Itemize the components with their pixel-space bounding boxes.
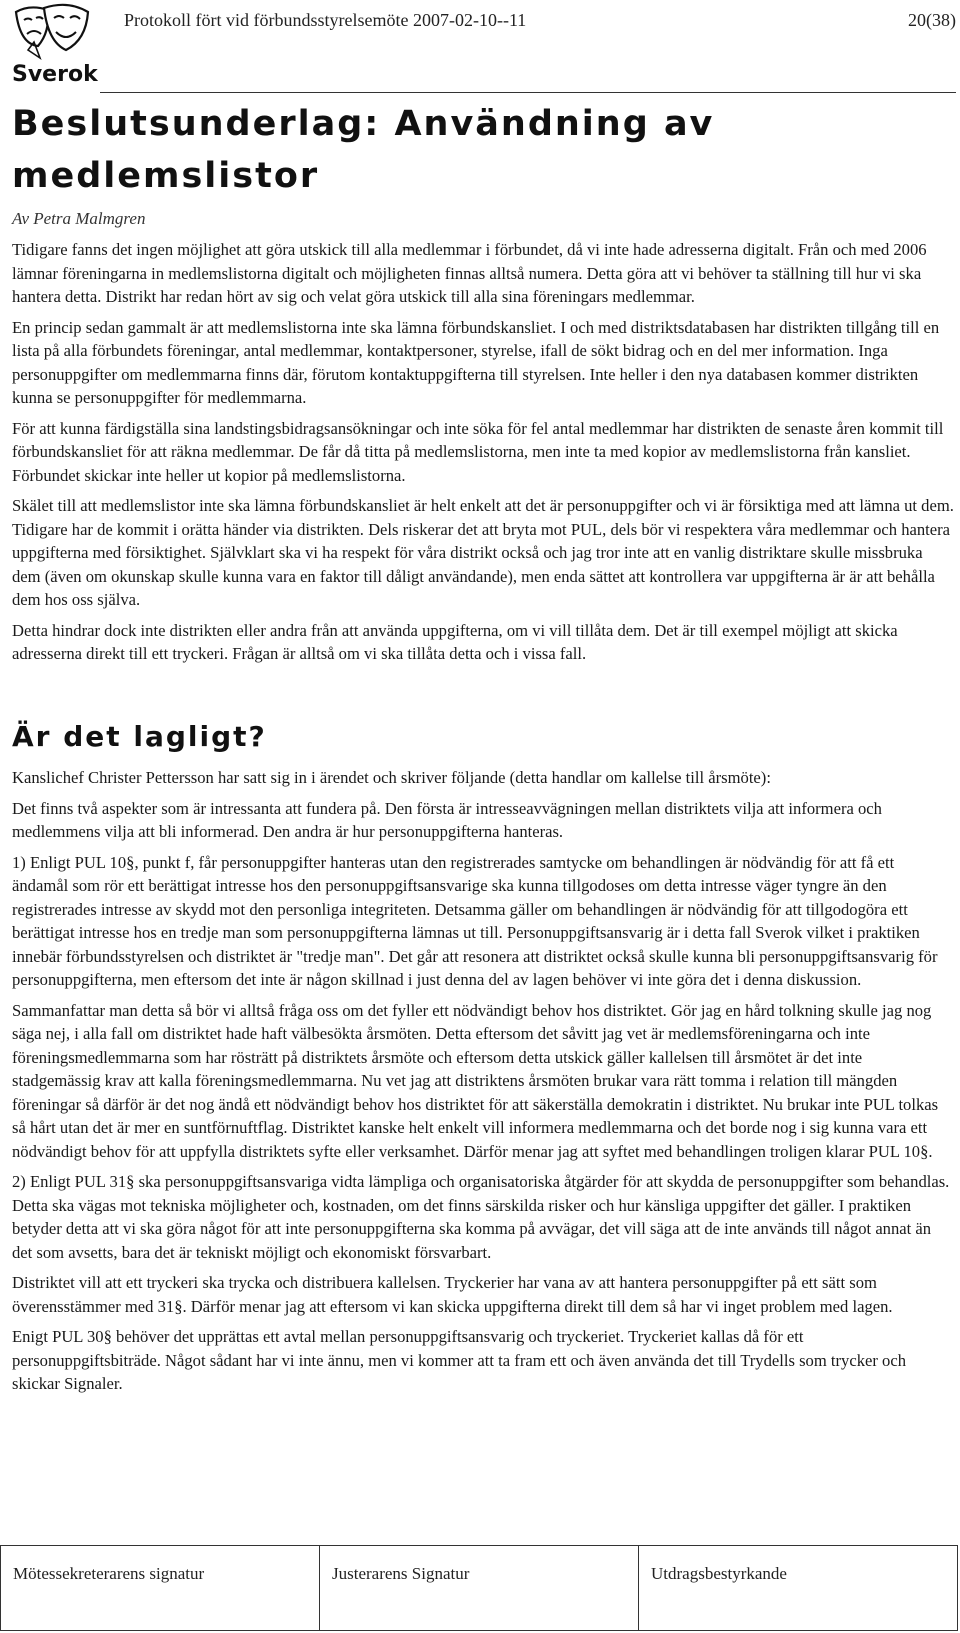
- certification-cell: Utdragsbestyrkande: [651, 1564, 787, 1583]
- secretary-signature-cell: Mötessekreterarens signatur: [1, 1546, 320, 1630]
- signature-table: [0, 1545, 958, 1631]
- paragraph: Detta hindrar dock inte distrikten eller andra från att använda uppgifterna, om vi vill tillåta dem. Det är till exempel möjligt att skicka adresserna direkt till ett tryckeri. Frågan är alltså om vi ska tillåta detta och i vissa fall.: [12, 620, 898, 663]
- protocol-title: Protokoll fört vid förbundsstyrelsemöte 2007-02-10--11: [124, 10, 527, 30]
- paragraph: En princip sedan gammalt är att medlemslistorna inte ska lämna förbundskansliet. I och med distriktsdatabasen har distrikten tillgång till en lista på alla förbundets föreningar, antal medlemmar, kontaktpersoner, styrelse, ifall de sökt bidrag och en del mer information. Inga personuppgifter om medlemmarna finns där, förutom kontaktuppgifterna till styrelsen. Inte heller i den nya databasen kommer distrikten kunna se personuppgifter för medlemmarna.: [12, 317, 940, 407]
- paragraph: Enigt PUL 30§ behöver det upprättas ett avtal mellan personuppgiftsansvarig och tryckeriet. Tryckeriet kallas då för ett personuppgiftsbiträde. Något sådant har vi inte ännu, men vi kommer att ta fram ett och även använda det till Trydells som trycker och skickar Signaler.: [12, 1327, 906, 1393]
- paragraph: 2) Enligt PUL 31§ ska personuppgiftsansvariga vidta lämpliga och organisatoriska åtgärder för att skydda de personuppgifter som behandlas. Detta ska vägas mot tekniska möjligheter och, kostnaden, om det finns särskilda risker och hur känsliga uppgifter det gäller. I praktiken betyder detta att vi ska göra något för att inte personuppgifterna ska komma på avvägar, det vill säga att de inte används till något annat än det som avsetts, bara det är tekniskt möjligt och ekonomiskt försvarbart.: [12, 1172, 950, 1262]
- section-text: [12, 766, 954, 1403]
- page-number: 20(38): [908, 10, 956, 30]
- author-line: Av Petra Malmgren: [12, 209, 146, 228]
- page-header: [0, 0, 960, 95]
- section-heading: Är det lagligt?: [12, 720, 267, 753]
- paragraph: För att kunna färdigställa sina landstingsbidragsansökningar och inte söka för fel antal medlemmar har distrikten de senaste åren kommit till förbundskansliet för att räkna medlemmar. De får då titta på medlemslistorna, men inte ta med kopior av medlemslistorna från kansliet. Förbundet skickar inte heller ut kopior på medlemslistorna.: [12, 418, 944, 485]
- adjuster-signature-cell: Justerarens Signatur: [320, 1546, 639, 1630]
- header-divider: [100, 92, 956, 93]
- paragraph: Distriktet vill att ett tryckeri ska trycka och distribuera kallelsen. Tryckerier har vana av att hantera personuppgifter på ett sätt som överensstämmer med 31§. Därför menar jag att eftersom vi kan skicka uppgifterna direkt till dem så har vi inget problem med lagen.: [12, 1273, 893, 1316]
- paragraph: Skälet till att medlemslistor inte ska lämna förbundskansliet är helt enkelt att det är personuppgifter och vi är försiktiga med att lämna ut dem. Tidigare har de kommit i orätta händer via distrikten. Dels riskerar det att bryta mot PUL, dels bör vi respektera våra medlemmar och hantera uppgifterna med försiktighet. Självklart ska vi ha respekt för våra distrikt också och jag tror inte att en vanlig distriktare skulle missbruka dem (även om okunskap skulle kunna vara en faktor till dåligt användande), men enda sättet att kontrollera var uppgifterna är är att behålla dem hos oss själva.: [12, 496, 954, 609]
- document-title: Beslutsunderlag: Användning av medlemslistor: [12, 104, 715, 196]
- sverok-logo: [10, 2, 98, 88]
- theatre-masks-icon: [10, 2, 98, 62]
- paragraph: Det finns två aspekter som är intressanta att fundera på. Den första är intresseavvägningen mellan distriktets vilja att informera och medlemmens vilja att bli informerad. Den andra är hur personuppgifterna hanteras.: [12, 798, 882, 841]
- paragraph: Kanslichef Christer Pettersson har satt sig in i ärendet och skriver följande (detta handlar om kallelse till årsmöte):: [12, 768, 771, 787]
- intro-text: [12, 238, 954, 673]
- paragraph: Tidigare fanns det ingen möjlighet att göra utskick till alla medlemmar i förbundet, då vi inte hade adresserna digitalt. Från och med 2006 lämnar föreningarna in medlemslistorna digitalt och möjligheten finnas alltså numera. Detta göra att vi behöver ta ställning till hur vi ska hantera detta. Distrikt har redan hört av sig och velat göra utskick till alla sina föreningars medlemmar.: [12, 240, 927, 306]
- paragraph: 1) Enligt PUL 10§, punkt f, får personuppgifter hanteras utan den registrerades samtycke om behandlingen är nödvändig för att få ett ändamål som rör ett berättigat intresse hos den personuppgiftsansvarige ska kunna tillgodoses om detta intresse väger tyngre än den registrerades intresse av skydd mot den personliga integriteten. Detsamma gäller om behandlingen är nödvändig för att tillgodogöra ett berättigat intresse hos en tredje man som personuppgifterna lämnas ut till. Personuppgiftsansvarig är i detta fall Sverok vilket i praktiken innebär förbundsstyrelsen och distriktet är "tredje man". Det går att resonera att distriktet också skulle kunna bli personuppgiftsansvarig för personuppgifterna, men eftersom det inte är någon skillnad i just denna del av lagen behöver vi inte göra det i denna diskussion.: [12, 852, 938, 989]
- paragraph: Sammanfattar man detta så bör vi alltså fråga oss om det fyller ett nödvändigt behov hos distriktet. Gör jag en hård tolkning skulle jag nog säga nej, i alla fall om distriktet hade haft välbesökta årsmöten. Detta eftersom det såvitt jag vet är medlemsföreningarna och inte föreningsmedlemmarna som har rösträtt på distriktets årsmöte och eftersom detta utskick gäller kallelsen till årsmötet är det inte stadgemässig krav att kalla föreningsmedlemmarna. Nu vet jag att distriktens årsmöten brukar vara rätt tomma i relation till mängden föreningar så därför är det nog ändå ett nödvändigt behov hos distriktet för att säkerställa demokratin i distriktet. Nu brukar inte PUL tolkas så hårt utan det är mer en suntförnuftflag. Distriktet kanske helt enkelt vill informera medlemmarna och det borde nog i sig kunna vara ett nödvändigt behov för att uppfylla distriktets syfte eller verksamhet. Därför menar jag att syftet med behandlingen troligen klarar PUL 10§.: [12, 1000, 939, 1161]
- logo-wordmark: Sverok: [12, 62, 98, 87]
